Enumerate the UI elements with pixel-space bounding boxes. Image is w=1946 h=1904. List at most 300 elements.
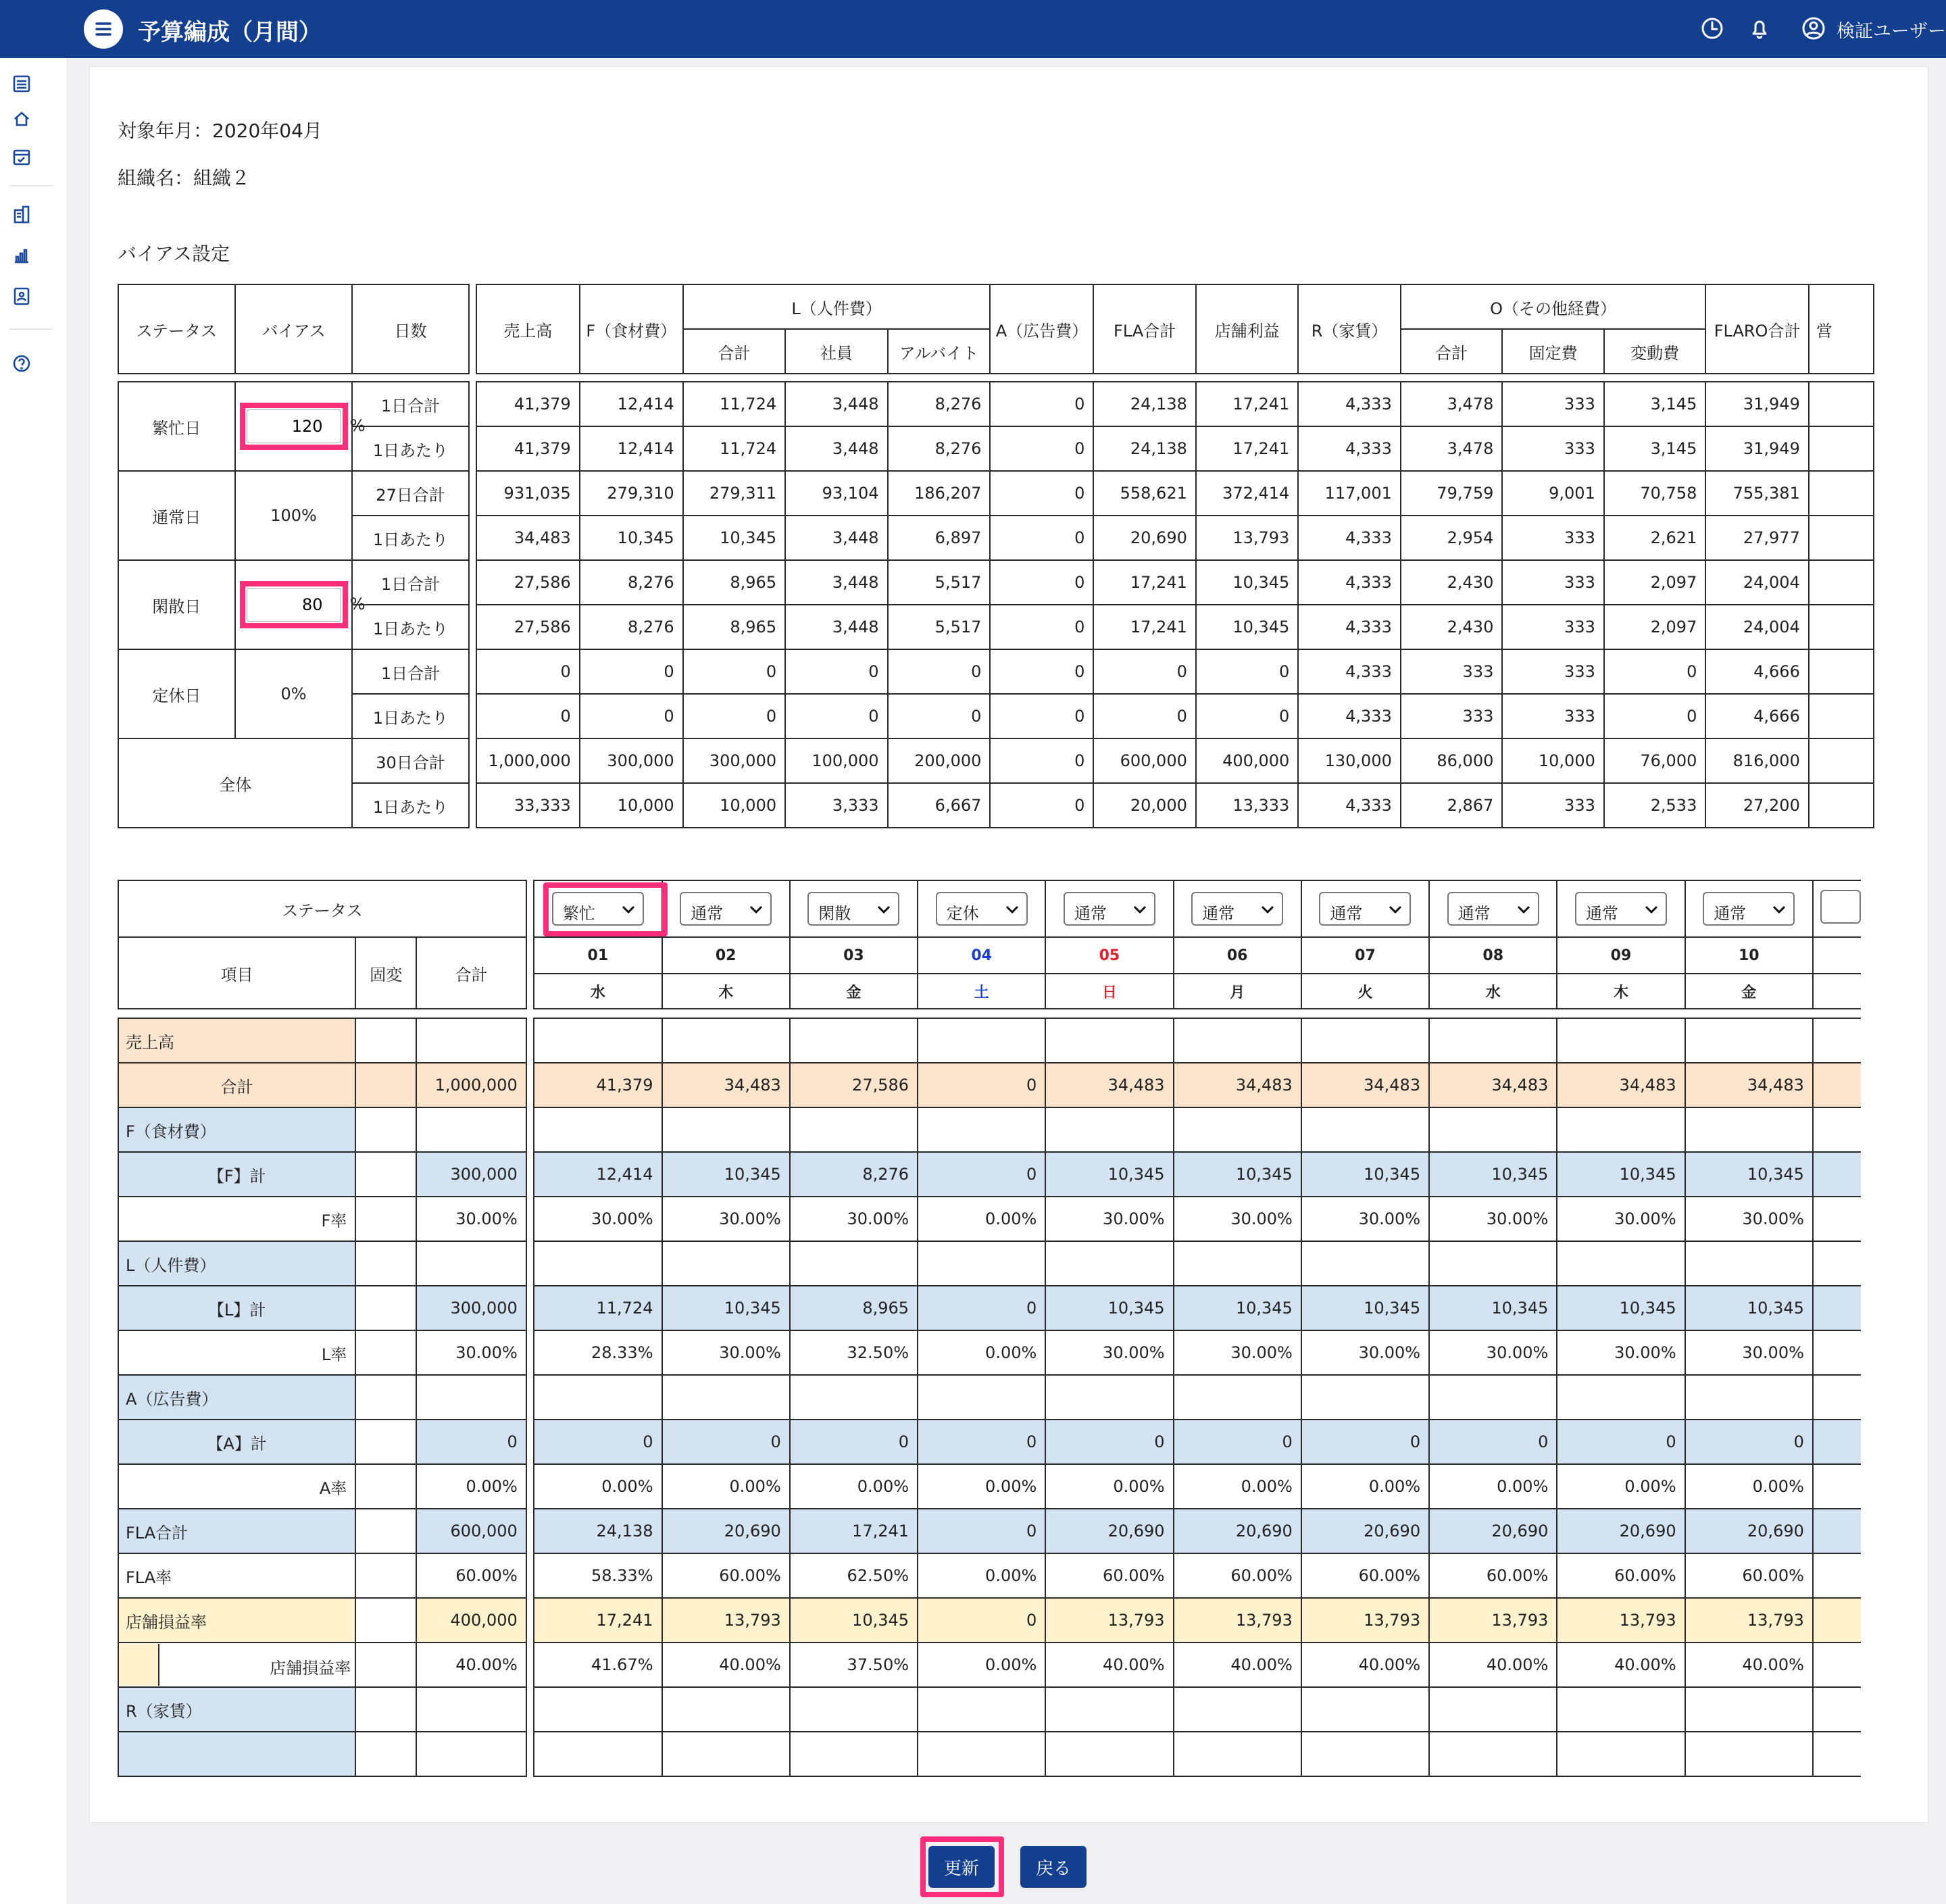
row-fixed-cell <box>355 1286 416 1330</box>
bias-value: 10,345 <box>1196 560 1298 605</box>
bias-value: 4,333 <box>1298 649 1401 694</box>
bias-value: 0 <box>990 516 1093 560</box>
row-total: 40.00% <box>416 1643 526 1687</box>
day-value: 12,414 <box>534 1152 662 1197</box>
row-fixed-cell <box>355 1197 416 1241</box>
day-value: 10,345 <box>662 1286 790 1330</box>
day-value: 60.00% <box>1429 1553 1557 1598</box>
row-fixed-cell <box>355 1464 416 1509</box>
day-value <box>1045 1018 1173 1063</box>
row-fixed-cell <box>355 1375 416 1420</box>
bias-value: 333 <box>1401 649 1503 694</box>
day-value: 41,379 <box>534 1063 662 1107</box>
day-value <box>1685 1241 1813 1286</box>
day-value: 34,483 <box>1301 1063 1429 1107</box>
bias-value: 117,001 <box>1298 471 1401 516</box>
bias-value: 0 <box>990 560 1093 605</box>
bias-value: 2,097 <box>1604 605 1706 649</box>
bias-value: 0 <box>990 738 1093 783</box>
home-icon[interactable] <box>9 107 34 131</box>
bias-value: 0 <box>1196 694 1298 738</box>
bias-value: 9,001 <box>1502 471 1604 516</box>
day-value: 40.00% <box>1557 1643 1685 1687</box>
chevron-down-icon <box>1132 904 1147 915</box>
table-row <box>118 1063 1861 1107</box>
daily-header-item: 項目 <box>118 937 355 1009</box>
bias-value: 24,004 <box>1705 605 1808 649</box>
bias-value: 0 <box>683 649 785 694</box>
day-value: 60.00% <box>1174 1553 1301 1598</box>
day-value: 0 <box>1557 1420 1685 1464</box>
day-value: 40.00% <box>662 1643 790 1687</box>
bell-icon[interactable] <box>1746 15 1773 42</box>
day-value: 30.00% <box>1429 1330 1557 1375</box>
day-status-select[interactable] <box>1319 892 1411 926</box>
day-value <box>1045 1241 1173 1286</box>
day-value: 0.00% <box>662 1464 790 1509</box>
target-month: 対象年月：2020年04月 <box>118 120 322 142</box>
day-value: 8,965 <box>790 1286 918 1330</box>
back-button[interactable]: 戻る <box>1020 1846 1087 1888</box>
bias-value: 6,667 <box>888 783 991 828</box>
bias-overflow-cell <box>1809 471 1874 516</box>
row-total: 60.00% <box>416 1553 526 1598</box>
day-of-week: 月 <box>1174 974 1301 1009</box>
day-status-cell <box>534 880 662 937</box>
day-value <box>790 1687 918 1732</box>
menu-button[interactable] <box>84 9 123 49</box>
bias-value: 372,414 <box>1196 471 1298 516</box>
bias-value: 558,621 <box>1093 471 1195 516</box>
day-value: 20,690 <box>1174 1509 1301 1553</box>
day-value <box>1685 1018 1813 1063</box>
day-value <box>1429 1018 1557 1063</box>
day-value <box>1685 1107 1813 1152</box>
day-value: 13,793 <box>1685 1598 1813 1643</box>
day-overflow-cell <box>1813 1197 1861 1241</box>
bias-value: 5,517 <box>888 605 991 649</box>
day-status-cell <box>918 880 1045 937</box>
chevron-down-icon <box>749 904 764 915</box>
day-value: 10,345 <box>1301 1286 1429 1330</box>
day-value: 10,345 <box>1685 1152 1813 1197</box>
org-name: 組織名：組織２ <box>118 167 251 189</box>
bias-value: 4,333 <box>1298 605 1401 649</box>
bias-value: 10,345 <box>1196 605 1298 649</box>
col-r: R（家賃） <box>1298 284 1401 374</box>
day-overflow-cell <box>1813 1152 1861 1197</box>
bias-value: 41,379 <box>476 426 580 471</box>
day-value: 0 <box>1685 1420 1813 1464</box>
table-row <box>118 1375 1861 1420</box>
bias-value: 600,000 <box>1093 738 1195 783</box>
day-value <box>1174 1018 1301 1063</box>
day-status-value: 通常 <box>1714 904 1747 923</box>
day-value <box>1045 1107 1173 1152</box>
bias-value: 2,621 <box>1604 516 1706 560</box>
bias-value: 27,977 <box>1705 516 1808 560</box>
row-fixed-cell <box>355 1018 416 1063</box>
bias-value: 2,954 <box>1401 516 1503 560</box>
day-value: 10,345 <box>1429 1152 1557 1197</box>
day-status-select[interactable] <box>1191 892 1283 926</box>
bias-value: 3,448 <box>785 605 887 649</box>
day-value: 10,345 <box>1174 1152 1301 1197</box>
day-status-cell <box>1685 880 1813 937</box>
bias-value: 333 <box>1502 560 1604 605</box>
col-o-var: 変動費 <box>1604 329 1706 374</box>
bias-value: 3,448 <box>785 382 887 426</box>
bias-value: 2,533 <box>1604 783 1706 828</box>
day-value <box>534 1732 662 1776</box>
bias-value: 333 <box>1502 426 1604 471</box>
bias-value: 0 <box>990 783 1093 828</box>
bias-value: 0 <box>1093 694 1195 738</box>
row-total <box>416 1241 526 1286</box>
day-value <box>1301 1018 1429 1063</box>
sidebar <box>0 58 68 1904</box>
sidebar-divider <box>9 185 53 186</box>
bias-value: 4,333 <box>1298 694 1401 738</box>
bias-value: 10,000 <box>580 783 683 828</box>
day-number: 07 <box>1301 937 1429 974</box>
day-value: 20,690 <box>1557 1509 1685 1553</box>
table-row <box>118 1197 1861 1241</box>
day-overflow-cell <box>1813 1732 1861 1776</box>
day-status-select[interactable] <box>680 892 772 926</box>
row-label: 【F】計 <box>118 1152 355 1197</box>
day-overflow-cell <box>1813 1107 1861 1152</box>
day-value: 0 <box>918 1598 1045 1643</box>
day-value: 34,483 <box>662 1063 790 1107</box>
day-value <box>662 1375 790 1420</box>
day-value: 30.00% <box>534 1197 662 1241</box>
bias-value: 79,759 <box>1401 471 1503 516</box>
row-total <box>416 1375 526 1420</box>
contact-icon[interactable] <box>9 284 34 308</box>
day-status-value: 通常 <box>1585 904 1618 923</box>
table-row <box>118 1152 1861 1197</box>
col-a: A（広告費） <box>990 284 1093 374</box>
building-icon[interactable] <box>9 203 34 227</box>
day-value <box>1301 1241 1429 1286</box>
row-label: FLA合計 <box>118 1509 355 1553</box>
day-value <box>662 1241 790 1286</box>
row-label <box>118 1732 355 1776</box>
row-fixed-cell <box>355 1107 416 1152</box>
day-value <box>1557 1018 1685 1063</box>
row-total: 1,000,000 <box>416 1063 526 1107</box>
day-value: 34,483 <box>1685 1063 1813 1107</box>
day-value: 30.00% <box>1045 1197 1173 1241</box>
bias-overflow-cell <box>1809 738 1874 783</box>
bias-value: 10,000 <box>683 783 785 828</box>
bias-status-cell: 閑散日 <box>118 560 235 649</box>
day-value: 13,793 <box>1045 1598 1173 1643</box>
row-fixed-cell <box>355 1732 416 1776</box>
bias-status-cell: 通常日 <box>118 471 235 560</box>
day-value: 30.00% <box>1301 1197 1429 1241</box>
bias-overflow-cell <box>1809 382 1874 426</box>
bias-value: 27,586 <box>476 605 580 649</box>
day-status-select[interactable] <box>1820 890 1861 924</box>
bias-days-cell: 1日合計 <box>352 649 468 694</box>
day-value: 28.33% <box>534 1330 662 1375</box>
bias-value: 24,138 <box>1093 382 1195 426</box>
row-total: 300,000 <box>416 1286 526 1330</box>
day-status-select[interactable] <box>1064 892 1155 926</box>
row-label: A（広告費） <box>118 1375 355 1420</box>
daily-header-fixed: 固変 <box>355 937 416 1009</box>
bias-value: 6,897 <box>888 516 991 560</box>
bias-days-cell: 1日あたり <box>352 605 468 649</box>
row-fixed-cell <box>355 1509 416 1553</box>
bias-percent-input[interactable] <box>247 588 341 622</box>
day-status-select[interactable] <box>1575 892 1667 926</box>
day-of-week: 金 <box>790 974 918 1009</box>
day-value <box>534 1241 662 1286</box>
day-of-week: 木 <box>1557 974 1685 1009</box>
bias-value: 931,035 <box>476 471 580 516</box>
day-value <box>534 1107 662 1152</box>
bias-value: 333 <box>1401 694 1503 738</box>
bias-value: 186,207 <box>888 471 991 516</box>
bias-days-cell: 1日合計 <box>352 382 468 426</box>
day-value: 13,793 <box>662 1598 790 1643</box>
day-value: 11,724 <box>534 1286 662 1330</box>
day-status-cell <box>1045 880 1173 937</box>
bias-overflow-cell <box>1809 783 1874 828</box>
day-value: 30.00% <box>1557 1197 1685 1241</box>
bias-value: 11,724 <box>683 382 785 426</box>
day-status-select[interactable] <box>936 892 1028 926</box>
chevron-down-icon <box>1772 904 1787 915</box>
bias-value: 24,138 <box>1093 426 1195 471</box>
day-value <box>1174 1107 1301 1152</box>
day-value: 10,345 <box>1045 1152 1173 1197</box>
day-value: 20,690 <box>662 1509 790 1553</box>
day-status-value: 通常 <box>1202 904 1235 923</box>
table-row <box>118 1018 1861 1063</box>
day-status-cell <box>1813 880 1861 937</box>
day-value <box>662 1107 790 1152</box>
bias-status-cell: 全体 <box>118 738 352 828</box>
bias-value: 816,000 <box>1705 738 1808 783</box>
day-number: 06 <box>1174 937 1301 974</box>
bias-value: 8,965 <box>683 560 785 605</box>
day-value <box>662 1732 790 1776</box>
bias-header-bias: バイアス <box>235 284 353 374</box>
chevron-down-icon <box>621 904 636 915</box>
hamburger-icon <box>84 9 123 49</box>
day-value <box>534 1375 662 1420</box>
help-icon[interactable] <box>9 351 34 376</box>
bias-value: 13,333 <box>1196 783 1298 828</box>
day-value <box>1557 1107 1685 1152</box>
day-overflow-cell <box>1813 1464 1861 1509</box>
day-value: 40.00% <box>1301 1643 1429 1687</box>
bias-value: 3,333 <box>785 783 887 828</box>
table-row <box>118 1553 1861 1598</box>
bias-value: 31,949 <box>1705 426 1808 471</box>
day-of-week: 火 <box>1301 974 1429 1009</box>
bias-value: 17,241 <box>1196 382 1298 426</box>
day-of-week: 水 <box>1429 974 1557 1009</box>
day-value <box>918 1687 1045 1732</box>
day-status-select[interactable] <box>1703 892 1795 926</box>
bias-status-cell: 繁忙日 <box>118 382 235 471</box>
app-header <box>0 0 1946 58</box>
day-status-cell <box>1429 880 1557 937</box>
day-value <box>790 1375 918 1420</box>
day-overflow-cell <box>1813 1018 1861 1063</box>
row-total: 400,000 <box>416 1598 526 1643</box>
bias-value: 4,333 <box>1298 783 1401 828</box>
bias-value: 0 <box>1196 649 1298 694</box>
day-status-select[interactable] <box>1447 892 1539 926</box>
percent-sign: % <box>349 595 366 613</box>
bias-overflow-cell <box>1809 516 1874 560</box>
bias-value: 0 <box>785 649 887 694</box>
day-value: 10,345 <box>1429 1286 1557 1330</box>
bias-value: 3,478 <box>1401 426 1503 471</box>
day-value: 0 <box>918 1420 1045 1464</box>
bias-value: 13,793 <box>1196 516 1298 560</box>
bias-value: 0 <box>1604 649 1706 694</box>
bias-days-cell: 1日合計 <box>352 560 468 605</box>
day-value: 20,690 <box>1429 1509 1557 1553</box>
day-value: 10,345 <box>1557 1286 1685 1330</box>
day-overflow-cell <box>1813 1286 1861 1330</box>
table-row <box>118 1107 1861 1152</box>
bias-input-wrap <box>247 409 366 443</box>
day-value <box>534 1018 662 1063</box>
day-number <box>1813 937 1861 974</box>
user-icon[interactable] <box>1800 15 1827 42</box>
day-value: 10,345 <box>1685 1286 1813 1330</box>
bias-value: 333 <box>1502 694 1604 738</box>
bar-chart-icon[interactable] <box>9 243 34 268</box>
bias-value: 0 <box>580 649 683 694</box>
day-value: 0.00% <box>918 1330 1045 1375</box>
day-status-cell <box>1174 880 1301 937</box>
col-l-total: 合計 <box>683 329 785 374</box>
table-row <box>118 1286 1861 1330</box>
day-status-select[interactable] <box>807 892 899 926</box>
day-value <box>662 1018 790 1063</box>
bias-value: 1,000,000 <box>476 738 580 783</box>
bias-percent-input[interactable] <box>247 409 341 443</box>
bias-value: 12,414 <box>580 426 683 471</box>
bias-value: 3,478 <box>1401 382 1503 426</box>
bias-value: 0 <box>785 694 887 738</box>
day-overflow-cell <box>1813 1643 1861 1687</box>
row-label: 店舗損益率 <box>118 1598 355 1643</box>
row-total <box>416 1687 526 1732</box>
bias-value: 333 <box>1502 649 1604 694</box>
day-status-value: 通常 <box>1330 904 1363 923</box>
table-row <box>118 1241 1861 1286</box>
day-value: 20,690 <box>1685 1509 1813 1553</box>
day-value <box>1301 1375 1429 1420</box>
table-row <box>118 1687 1861 1732</box>
day-value: 17,241 <box>790 1509 918 1553</box>
bias-value: 0 <box>476 694 580 738</box>
day-value: 37.50% <box>790 1643 918 1687</box>
day-value: 0.00% <box>918 1643 1045 1687</box>
day-value: 0.00% <box>1685 1464 1813 1509</box>
bias-value: 20,690 <box>1093 516 1195 560</box>
day-value: 0 <box>1045 1420 1173 1464</box>
bias-value: 130,000 <box>1298 738 1401 783</box>
bias-value: 8,965 <box>683 605 785 649</box>
row-label: 合計 <box>118 1063 355 1107</box>
bias-value: 200,000 <box>888 738 991 783</box>
day-value: 34,483 <box>1557 1063 1685 1107</box>
bias-value: 17,241 <box>1093 605 1195 649</box>
bias-value: 3,448 <box>785 560 887 605</box>
row-fixed-cell <box>355 1598 416 1643</box>
day-value: 58.33% <box>534 1553 662 1598</box>
bias-value: 93,104 <box>785 471 887 516</box>
row-total: 30.00% <box>416 1197 526 1241</box>
calendar-icon[interactable] <box>9 145 34 169</box>
row-total: 0 <box>416 1420 526 1464</box>
row-fixed-cell <box>355 1241 416 1286</box>
day-value: 10,345 <box>1045 1286 1173 1330</box>
bias-value: 755,381 <box>1705 471 1808 516</box>
day-of-week: 土 <box>918 974 1045 1009</box>
day-status-value: 通常 <box>691 904 724 923</box>
brand-logo <box>11 15 55 42</box>
user-name[interactable]: 検証ユーザー <box>1837 21 1946 42</box>
bias-value: 100,000 <box>785 738 887 783</box>
chevron-down-icon <box>1260 904 1275 915</box>
day-value <box>918 1375 1045 1420</box>
col-op: 営 <box>1809 284 1874 374</box>
day-status-select[interactable] <box>552 892 644 926</box>
day-value: 0 <box>1429 1420 1557 1464</box>
day-status-value: 通常 <box>1074 904 1107 923</box>
update-button[interactable]: 更新 <box>928 1846 995 1888</box>
day-overflow-cell <box>1813 1553 1861 1598</box>
history-icon[interactable] <box>1699 15 1726 42</box>
list-icon[interactable] <box>9 72 34 96</box>
day-value: 41.67% <box>534 1643 662 1687</box>
bias-overflow-cell <box>1809 560 1874 605</box>
bias-value: 4,333 <box>1298 382 1401 426</box>
day-status-value: 定休 <box>946 904 979 923</box>
row-total <box>416 1107 526 1152</box>
day-value <box>918 1107 1045 1152</box>
col-l-part: アルバイト <box>888 329 991 374</box>
row-label: 売上高 <box>118 1018 355 1063</box>
day-value: 10,345 <box>662 1152 790 1197</box>
day-value: 60.00% <box>1045 1553 1173 1598</box>
bias-value-cell: 0% <box>235 649 353 738</box>
day-value: 60.00% <box>1685 1553 1813 1598</box>
bias-value: 333 <box>1502 382 1604 426</box>
col-sales: 売上高 <box>476 284 580 374</box>
bias-input-wrap <box>247 588 366 622</box>
day-value: 30.00% <box>1557 1330 1685 1375</box>
bias-value: 0 <box>990 694 1093 738</box>
bias-value: 20,000 <box>1093 783 1195 828</box>
bias-value: 0 <box>990 426 1093 471</box>
bias-value: 17,241 <box>1196 426 1298 471</box>
table-row <box>118 1732 1861 1776</box>
bias-days-cell: 30日合計 <box>352 738 468 783</box>
